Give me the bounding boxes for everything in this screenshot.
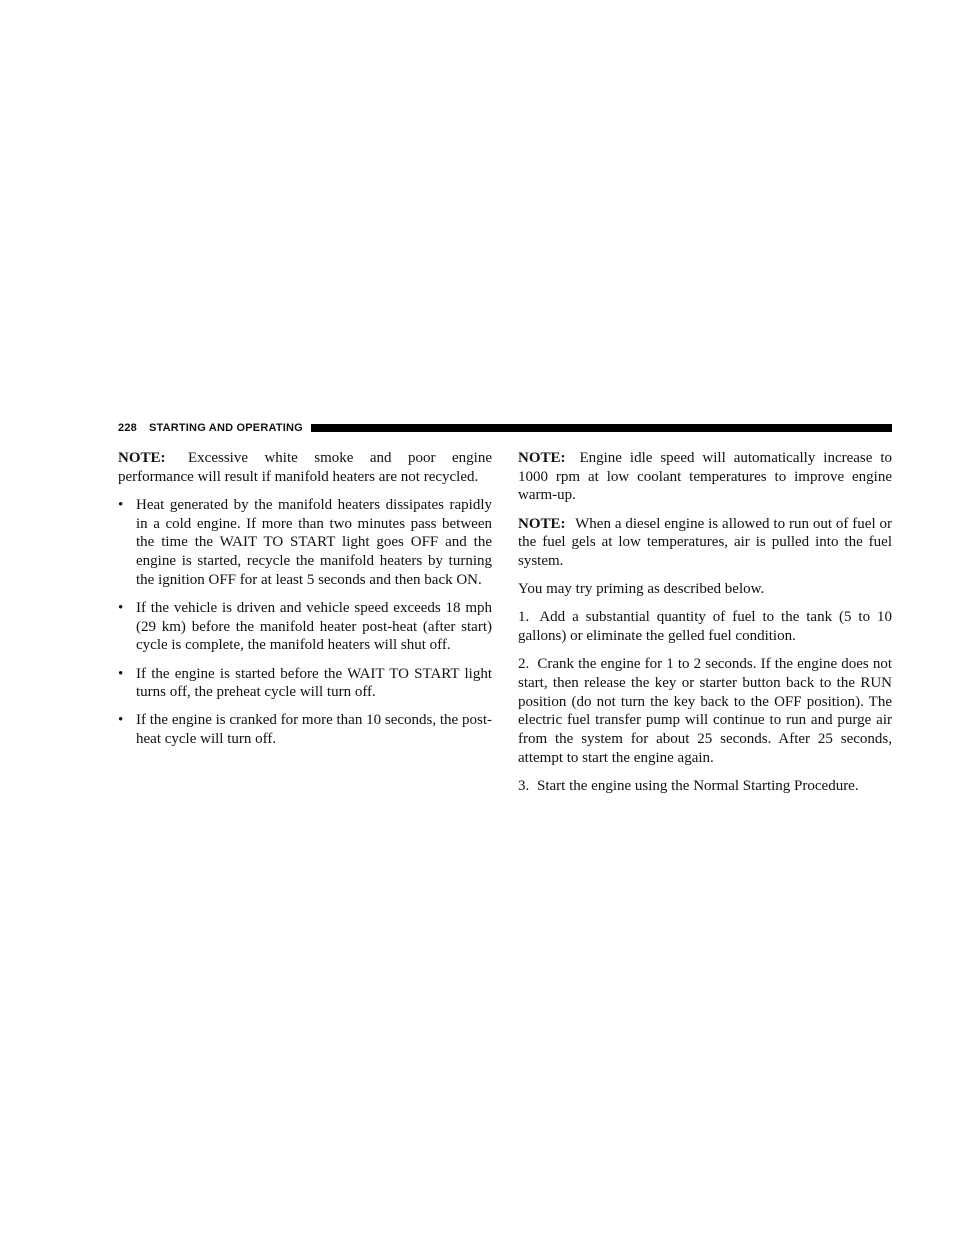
list-item <box>118 496 492 590</box>
note-label: NOTE: <box>518 450 566 466</box>
list-item <box>518 777 892 796</box>
bullet-icon: • <box>118 496 124 513</box>
list-item-text: If the engine is cranked for more than 10 seconds, the post-heat cycle will turn off. <box>136 712 492 748</box>
list-item <box>518 655 892 767</box>
list-item <box>118 665 492 702</box>
step-text: Add a substantial quantity of fuel to the tank (5 to 10 gallons) or eliminate the gelled fuel condition. <box>518 609 892 645</box>
note-label: NOTE: <box>118 450 166 466</box>
page-header <box>118 420 892 436</box>
step-number: 1. <box>518 609 530 626</box>
list-item <box>518 608 892 645</box>
priming-steps <box>518 608 892 795</box>
note-text: When a diesel engine is allowed to run out of fuel or the fuel gels at low temperatures, air is pulled into the fuel system. <box>518 515 892 570</box>
page-number: 228 <box>118 422 137 434</box>
left-column <box>118 449 492 758</box>
header-rule <box>311 424 892 432</box>
list-item-text: If the engine is started before the WAIT TO START light turns off, the preheat cycle will turn off. <box>136 665 492 701</box>
step-number: 3. <box>518 778 530 795</box>
list-item <box>118 599 492 655</box>
note-text: Excessive white smoke and poor engine performance will result if manifold heaters are not recycled. <box>118 450 492 485</box>
step-text: Crank the engine for 1 to 2 seconds. If the engine does not start, then release the key or starter button back to the RUN position (do not turn the key back to the OFF position). The electric fuel transfer pump will continue to run and purge air from the system for about 25 seconds. After 25 seconds, attempt to start the engine again. <box>518 656 892 766</box>
priming-intro: You may try priming as described below. <box>518 581 765 598</box>
list-item <box>118 711 492 748</box>
bullet-icon: • <box>118 712 124 729</box>
step-number: 2. <box>518 656 530 673</box>
right-column <box>518 449 892 805</box>
list-item-text: If the vehicle is driven and vehicle speed exceeds 18 mph (29 km) before the manifold heater post-heat (after start) cycle is complete, the manifold heaters will shut off. <box>136 599 492 654</box>
section-title: STARTING AND OPERATING <box>148 422 303 434</box>
note-diesel-fuel <box>518 515 892 571</box>
note-label: NOTE: <box>518 515 566 532</box>
bullet-list <box>118 496 492 749</box>
note-manifold-heaters <box>118 449 492 486</box>
bullet-icon: • <box>118 599 124 616</box>
bullet-icon: • <box>118 665 124 682</box>
note-text: Engine idle speed will automatically increase to 1000 rpm at low coolant temperatures to improve engine warm-up. <box>518 450 893 504</box>
list-item-text: Heat generated by the manifold heaters dissipates rapidly in a cold engine. If more than two minutes pass between the time the WAIT TO START light goes OFF and the engine is started, recycle the manifold heaters by turning the ignition OFF for at least 5 seconds and then back ON. <box>136 496 492 588</box>
step-text: Start the engine using the Normal Starting Procedure. <box>537 778 859 795</box>
note-idle-speed <box>518 449 892 505</box>
